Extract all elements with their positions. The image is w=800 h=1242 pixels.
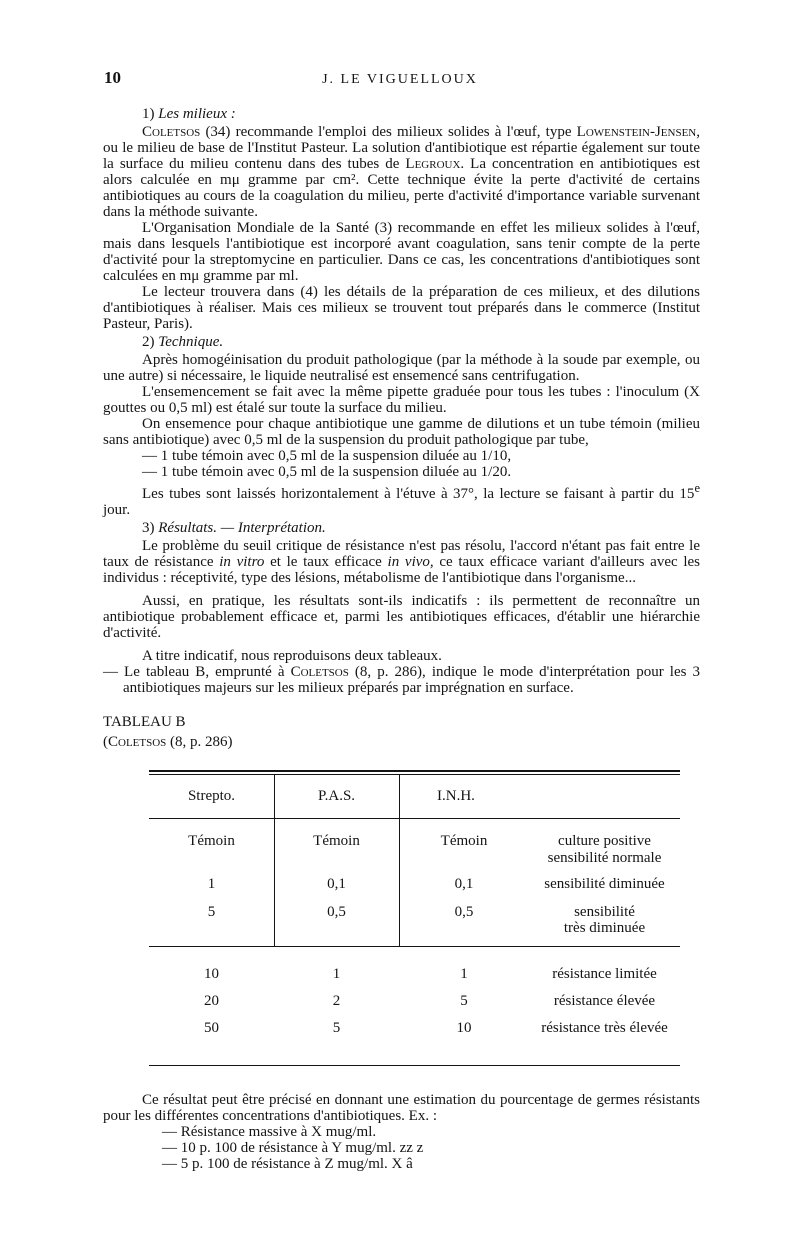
section-1-paragraph-2: L'Organisation Mondiale de la Santé (3) recommande en effet les milieux solides à l'œuf, mais dans lesquels l'antibiotique est incorporé avant coagulation, sans tenir compte de la perte d'activité pour la streptomycine en particulier. Dans ce cas, les concentrations d'antibiotiques sont calculées en mμ gramme par ml. bbox=[103, 220, 700, 284]
table-header-cell: P.A.S. bbox=[317, 788, 356, 804]
section-3-paragraph-1: Le problème du seuil critique de résistance n'est pas résolu, l'accord n'étant pas fait entre le taux de résistance in vitro et le taux efficace in vivo, ce taux efficace variant d'ailleurs avec les individus : réceptivité, type des lésions, métabolisme de l'antibiotique dans l'organisme... bbox=[103, 538, 701, 586]
section-2-dash-item-2: — 1 tube témoin avec 0,5 ml de la suspension diluée au 1/20. bbox=[142, 464, 512, 480]
table-cell: 0,1 bbox=[327, 876, 346, 892]
table-cell: 50 bbox=[204, 1020, 219, 1036]
table-top-rule-thin bbox=[149, 774, 680, 775]
footer-paragraph: Ce résultat peut être précisé en donnant une estimation du pourcentage de germes résistants pour les différentes concentrations d'antibiotiques. Ex. : bbox=[103, 1092, 700, 1124]
section-2-dash-item-1: — 1 tube témoin avec 0,5 ml de la suspension diluée au 1/10, bbox=[142, 448, 512, 464]
footer-list-item: — 10 p. 100 de résistance à Y mug/ml. zz z bbox=[162, 1140, 424, 1156]
section-2-paragraph-1: Après homogéinisation du produit pathologique (par la méthode à la soude par exemple, ou une autre) si nécessaire, le liquide neutralisé est ensemencé sans centrifugation. bbox=[103, 352, 700, 384]
section-3-paragraph-2: Aussi, en pratique, les résultats sont-ils indicatifs : ils permettent de reconnaître un antibiotique probablement efficace et, parmi les antibiotiques efficaces, d'établir une hiérarchie d'activité. bbox=[103, 593, 700, 641]
table-cell: 0,5 bbox=[327, 904, 346, 920]
table-cell: 0,5 bbox=[454, 904, 474, 920]
table-header-cell: I.N.H. bbox=[437, 788, 475, 804]
footer-list-item: — 5 p. 100 de résistance à Z mug/ml. X â bbox=[162, 1156, 413, 1172]
table-cell: sensibilité normale bbox=[547, 850, 662, 866]
table-cell: 1 bbox=[207, 876, 216, 892]
table-cell: résistance élevée bbox=[553, 993, 656, 1009]
table-cell: 1 bbox=[460, 966, 468, 982]
table-subtitle: (Coletsos (8, p. 286) bbox=[103, 734, 233, 750]
table-bottom-rule bbox=[149, 1065, 680, 1066]
page-number: 10 bbox=[104, 68, 121, 87]
section-1-heading: 1) Les milieux : bbox=[142, 106, 236, 122]
body-text bbox=[103, 104, 700, 1172]
section-2-paragraph-3: On ensemence pour chaque antibiotique une gamme de dilutions et un tube témoin (milieu sans antibiotique) avec 0,5 ml de la suspension du produit pathologique par tube, bbox=[103, 416, 700, 448]
section-3-heading: 3) Résultats. — Interprétation. bbox=[142, 520, 326, 536]
table-cell: 20 bbox=[204, 993, 219, 1009]
table-header-rule bbox=[149, 818, 680, 819]
section-1-paragraph-3: Le lecteur trouvera dans (4) les détails de la préparation de ces milieux, et des dilutions d'antibiotiques à réaliser. Mais ces milieux se trouvent tout préparés dans le commerce (Institut Pasteur, Paris). bbox=[103, 284, 700, 332]
table-cell: Témoin bbox=[440, 833, 488, 849]
table-cell: 5 bbox=[460, 993, 468, 1009]
table-cell: résistance très élevée bbox=[541, 1020, 668, 1036]
table-cell: Témoin bbox=[313, 833, 360, 849]
section-2-paragraph-2: L'ensemencement se fait avec la même pipette graduée pour tous les tubes : l'inoculum (X gouttes ou 0,5 ml) est étalé sur toute la surface du milieu. bbox=[103, 384, 700, 416]
table-header-cell: Strepto. bbox=[187, 788, 236, 804]
table-cell: sensibilité diminuée bbox=[544, 876, 665, 892]
table-cell: résistance limitée bbox=[552, 966, 657, 982]
section-1-paragraph-1: Coletsos (34) recommande l'emploi des milieux solides à l'œuf, type Lowenstein-Jensen, ou le milieu de base de l'Institut Pasteur. La solution d'antibiotique est répartie également sur toute la surface du milieu contenu dans des tubes de Legroux. La concentration en antibiotiques est alors calculée en mμ gramme par cm². Cette technique évite la perte d'activité de certains antibiotiques au cours de la coagulation du milieu, perte d'activité d'importance variable survenant dans la méthode suivante. bbox=[103, 124, 700, 220]
table-cell: 2 bbox=[332, 993, 341, 1009]
footer-list-item: — Résistance massive à X mug/ml. bbox=[162, 1124, 377, 1140]
table-cell: 10 bbox=[456, 1020, 472, 1036]
table-cell: sensibilité bbox=[574, 904, 635, 920]
section-3-paragraph-4: — Le tableau B, emprunté à Coletsos (8, p. 286), indique le mode d'interprétation pour les 3 antibiotiques majeurs sur les milieux préparés par imprégnation en surface. bbox=[103, 664, 701, 696]
table-cell: 10 bbox=[204, 966, 219, 982]
table-cell: 5 bbox=[332, 1020, 341, 1036]
table-top-rule bbox=[149, 770, 680, 772]
table-cell: très diminuée bbox=[563, 920, 646, 936]
table-title: TABLEAU B bbox=[103, 714, 186, 730]
running-title: J. LE VIGUELLOUX bbox=[322, 72, 478, 87]
table-mid-rule bbox=[149, 946, 680, 947]
section-2-paragraph-4: Les tubes sont laissés horizontalement à l'étuve à 37°, la lecture se faisant à partir du 15e jour. bbox=[103, 481, 700, 518]
section-3-paragraph-3: A titre indicatif, nous reproduisons deux tableaux. bbox=[142, 648, 442, 664]
table-cell: 1 bbox=[332, 966, 341, 982]
section-2-heading: 2) Technique. bbox=[142, 334, 224, 350]
table-cell: culture positive bbox=[558, 833, 651, 849]
table-b bbox=[149, 770, 680, 1066]
table-cell: Témoin bbox=[188, 833, 235, 849]
table-cell: 0,1 bbox=[454, 876, 474, 892]
table-cell: 5 bbox=[207, 904, 216, 920]
